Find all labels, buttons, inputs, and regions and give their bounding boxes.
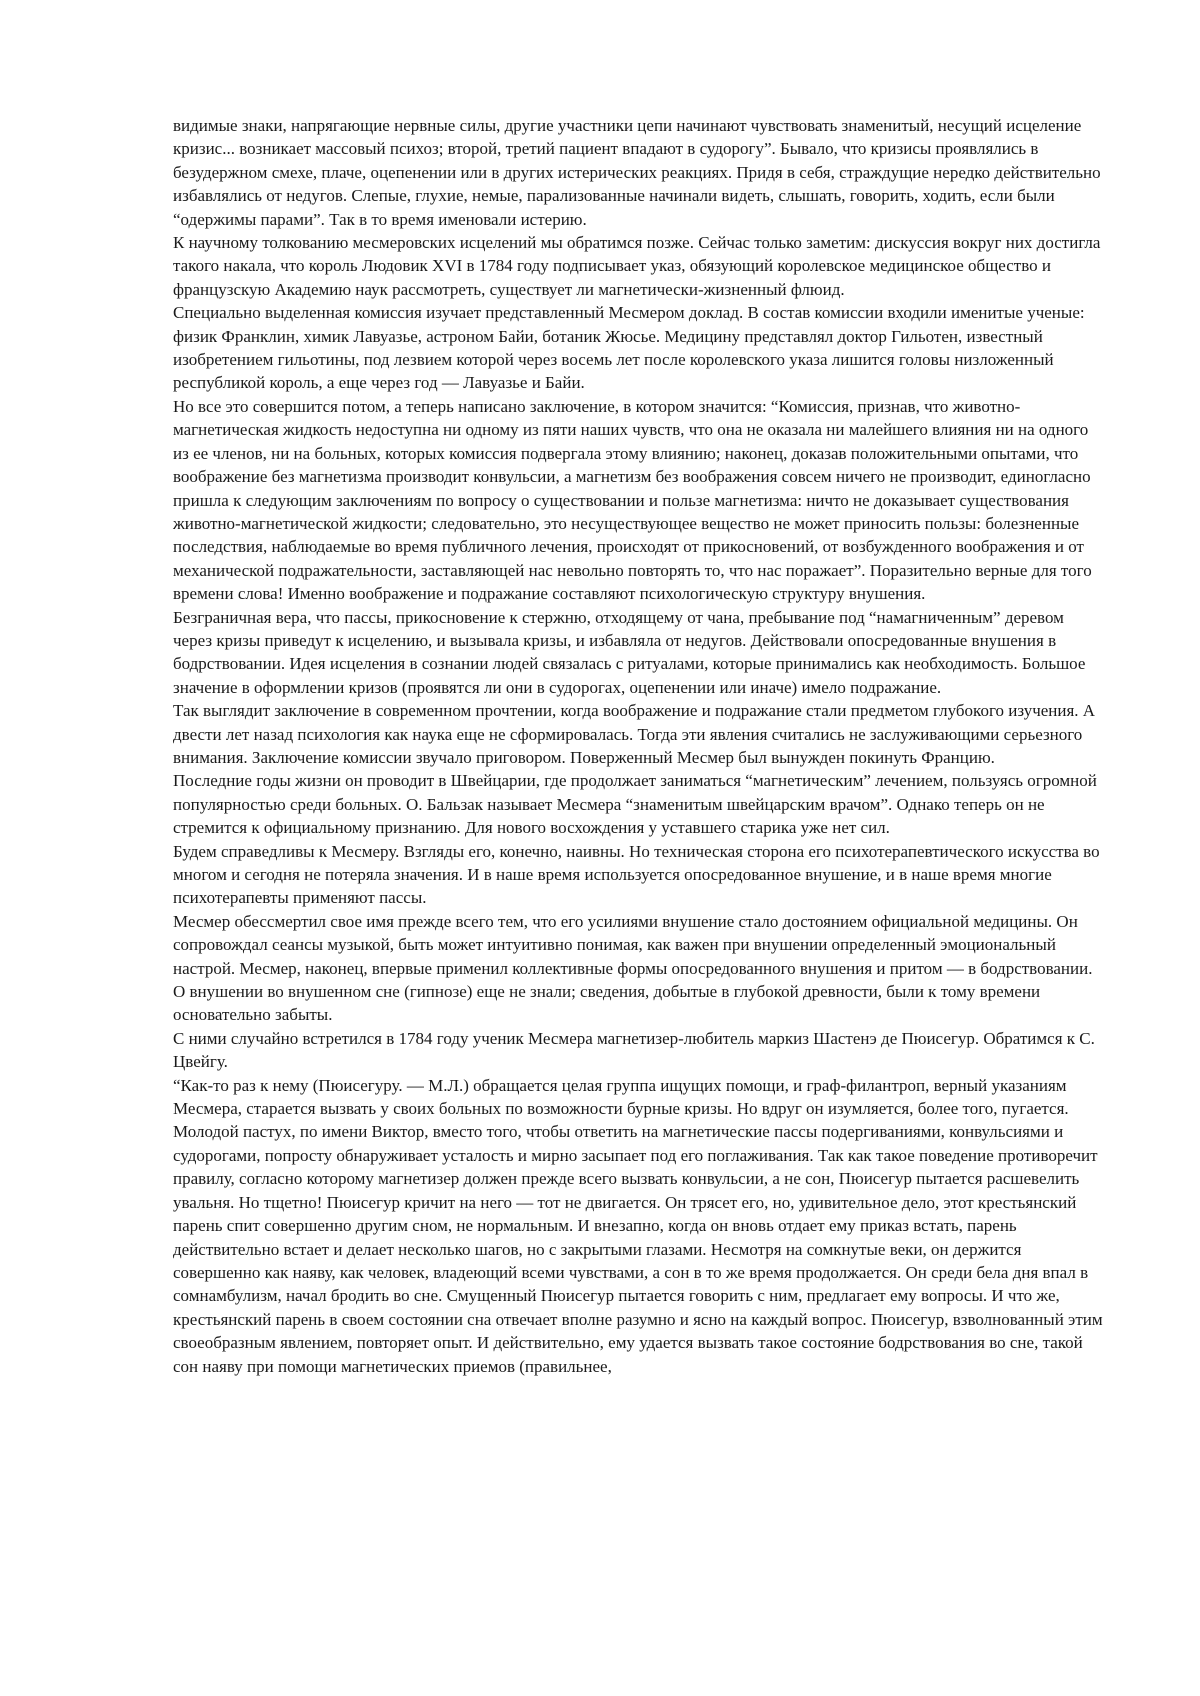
paragraph-modern-reading: Так выглядит заключение в современном прочтении, когда воображение и подражание стали предметом глубокого изучения. А двести лет назад психология как наука еще не сформировалась. Тогда эти явления считались не заслуживающими серьезного внимания. Заключение комиссии звучало приговором. Поверженный Месмер был вынужден покинуть Францию. bbox=[173, 699, 1105, 769]
paragraph-puysegur-intro: С ними случайно встретился в 1784 году ученик Месмера магнетизер-любитель маркиз Шастенэ де Пюисегур. Обратимся к С. Цвейгу. bbox=[173, 1027, 1105, 1074]
paragraph-hypnosis-unknown: О внушении во внушенном сне (гипнозе) еще не знали; сведения, добытые в глубокой древности, были к тому времени основательно забыты. bbox=[173, 980, 1105, 1027]
document-page bbox=[173, 114, 1105, 1378]
paragraph-king-decree: К научному толкованию месмеровских исцелений мы обратимся позже. Сейчас только заметим: дискуссия вокруг них достигла такого накала, что король Людовик XVI в 1784 году подписывает указ, обязующий королевское медицинское общество и французскую Академию наук рассмотреть, существует ли магнетически-жизненный флюид. bbox=[173, 231, 1105, 301]
paragraph-commission-conclusion: Но все это совершится потом, а теперь написано заключение, в котором значится: “Комиссия, признав, что животно-магнетическая жидкость недоступна ни одному из пяти наших чувств, что она не оказала ни малейшего влияния ни на одного из ее членов, ни на больных, которых комиссия подвергала этому влиянию; наконец, доказав положительными опытами, что воображение без магнетизма производит конвульсии, а магнетизм без воображения совсем ничего не производит, единогласно пришла к следующим заключениям по вопросу о существовании и пользе магнетизма: ничто не доказывает существования животно-магнетической жидкости; следовательно, это несуществующее вещество не может приносить пользы: болезненные последствия, наблюдаемые во время публичного лечения, происходят от прикосновений, от возбужденного воображения и от механической подражательности, заставляющей нас невольно повторять то, что нас поражает”. Поразительно верные для того времени слова! Именно воображение и подражание составляют психологическую структуру внушения. bbox=[173, 395, 1105, 606]
paragraph-zweig-quote: “Как-то раз к нему (Пюисегуру. — М.Л.) обращается целая группа ищущих помощи, и граф-филантроп, верный указаниям Месмера, старается вызвать у своих больных по возможности бурные кризы. Но вдруг он изумляется, более того, пугается. Молодой пастух, по имени Виктор, вместо того, чтобы ответить на магнетические пассы подергиваниями, конвульсиями и судорогами, попросту обнаруживает усталость и мирно засыпает под его поглаживания. Так как такое поведение противоречит правилу, согласно которому магнетизер должен прежде всего вызвать конвульсии, а не сон, Пюисегур пытается расшевелить увальня. Но тщетно! Пюисегур кричит на него — тот не двигается. Он трясет его, но, удивительное дело, этот крестьянский парень спит совершенно другим сном, не нормальным. И внезапно, когда он вновь отдает ему приказ встать, парень действительно встает и делает несколько шагов, но с закрытыми глазами. Несмотря на сомкнутые веки, он держится совершенно как наяву, как человек, владеющий всеми чувствами, а сон в то же время продолжается. Он среди бела дня впал в сомнамбулизм, начал бродить во сне. Смущенный Пюисегур пытается говорить с ним, предлагает ему вопросы. И что же, крестьянский парень в своем состоянии сна отвечает вполне разумно и ясно на каждый вопрос. Пюисегур, взволнованный этим своеобразным явлением, повторяет опыт. И действительно, ему удается вызвать такое состояние бодрствования во сне, такой сон наяву при помощи магнетических приемов (правильнее, bbox=[173, 1074, 1105, 1378]
paragraph-mesmer-legacy: Месмер обессмертил свое имя прежде всего тем, что его усилиями внушение стало достоянием официальной медицины. Он сопровождал сеансы музыкой, быть может интуитивно понимая, как важен при внушении определенный эмоциональный настрой. Месмер, наконец, впервые применил коллективные формы опосредованного внушения и притом — в бодрствовании. bbox=[173, 910, 1105, 980]
paragraph-hysteria-crises: видимые знаки, напрягающие нервные силы, другие участники цепи начинают чувствовать знаменитый, несущий исцеление кризис... возникает массовый психоз; второй, третий пациент впадают в судорогу”. Бывало, что кризисы проявлялись в безудержном смехе, плаче, оцепенении или в других истерических реакциях. Придя в себя, страждущие нередко действительно избавлялись от недугов. Слепые, глухие, немые, парализованные начинали видеть, слышать, говорить, ходить, если были “одержимы парами”. Так в то время именовали истерию. bbox=[173, 114, 1105, 231]
paragraph-switzerland-years: Последние годы жизни он проводит в Швейцарии, где продолжает заниматься “магнетическим” лечением, пользуясь огромной популярностью среди больных. О. Бальзак называет Месмера “знаменитым швейцарским врачом”. Однако теперь он не стремится к официальному признанию. Для нового восхождения у уставшего старика уже нет сил. bbox=[173, 769, 1105, 839]
paragraph-commission-members: Специально выделенная комиссия изучает представленный Месмером доклад. В состав комиссии входили именитые ученые: физик Франклин, химик Лавуазье, астроном Байи, ботаник Жюсье. Медицину представлял доктор Гильотен, известный изобретением гильотины, под лезвием которой через восемь лет после королевского указа лишится головы низложенный республикой король, а еще через год — Лавуазье и Байи. bbox=[173, 301, 1105, 395]
paragraph-justice-to-mesmer: Будем справедливы к Месмеру. Взгляды его, конечно, наивны. Но техническая сторона его психотерапевтического искусства во многом и сегодня не потеряла значения. И в наше время используется опосредованное внушение, и в наше время многие психотерапевты применяют пассы. bbox=[173, 840, 1105, 910]
paragraph-faith-and-crises: Безграничная вера, что пассы, прикосновение к стержню, отходящему от чана, пребывание под “намагниченным” деревом через кризы приведут к исцелению, и вызывала кризы, и избавляла от недугов. Действовали опосредованные внушения в бодрствовании. Идея исцеления в сознании людей связалась с ритуалами, которые принимались как необходимость. Большое значение в оформлении кризов (проявятся ли они в судорогах, оцепенении или иначе) имело подражание. bbox=[173, 606, 1105, 700]
